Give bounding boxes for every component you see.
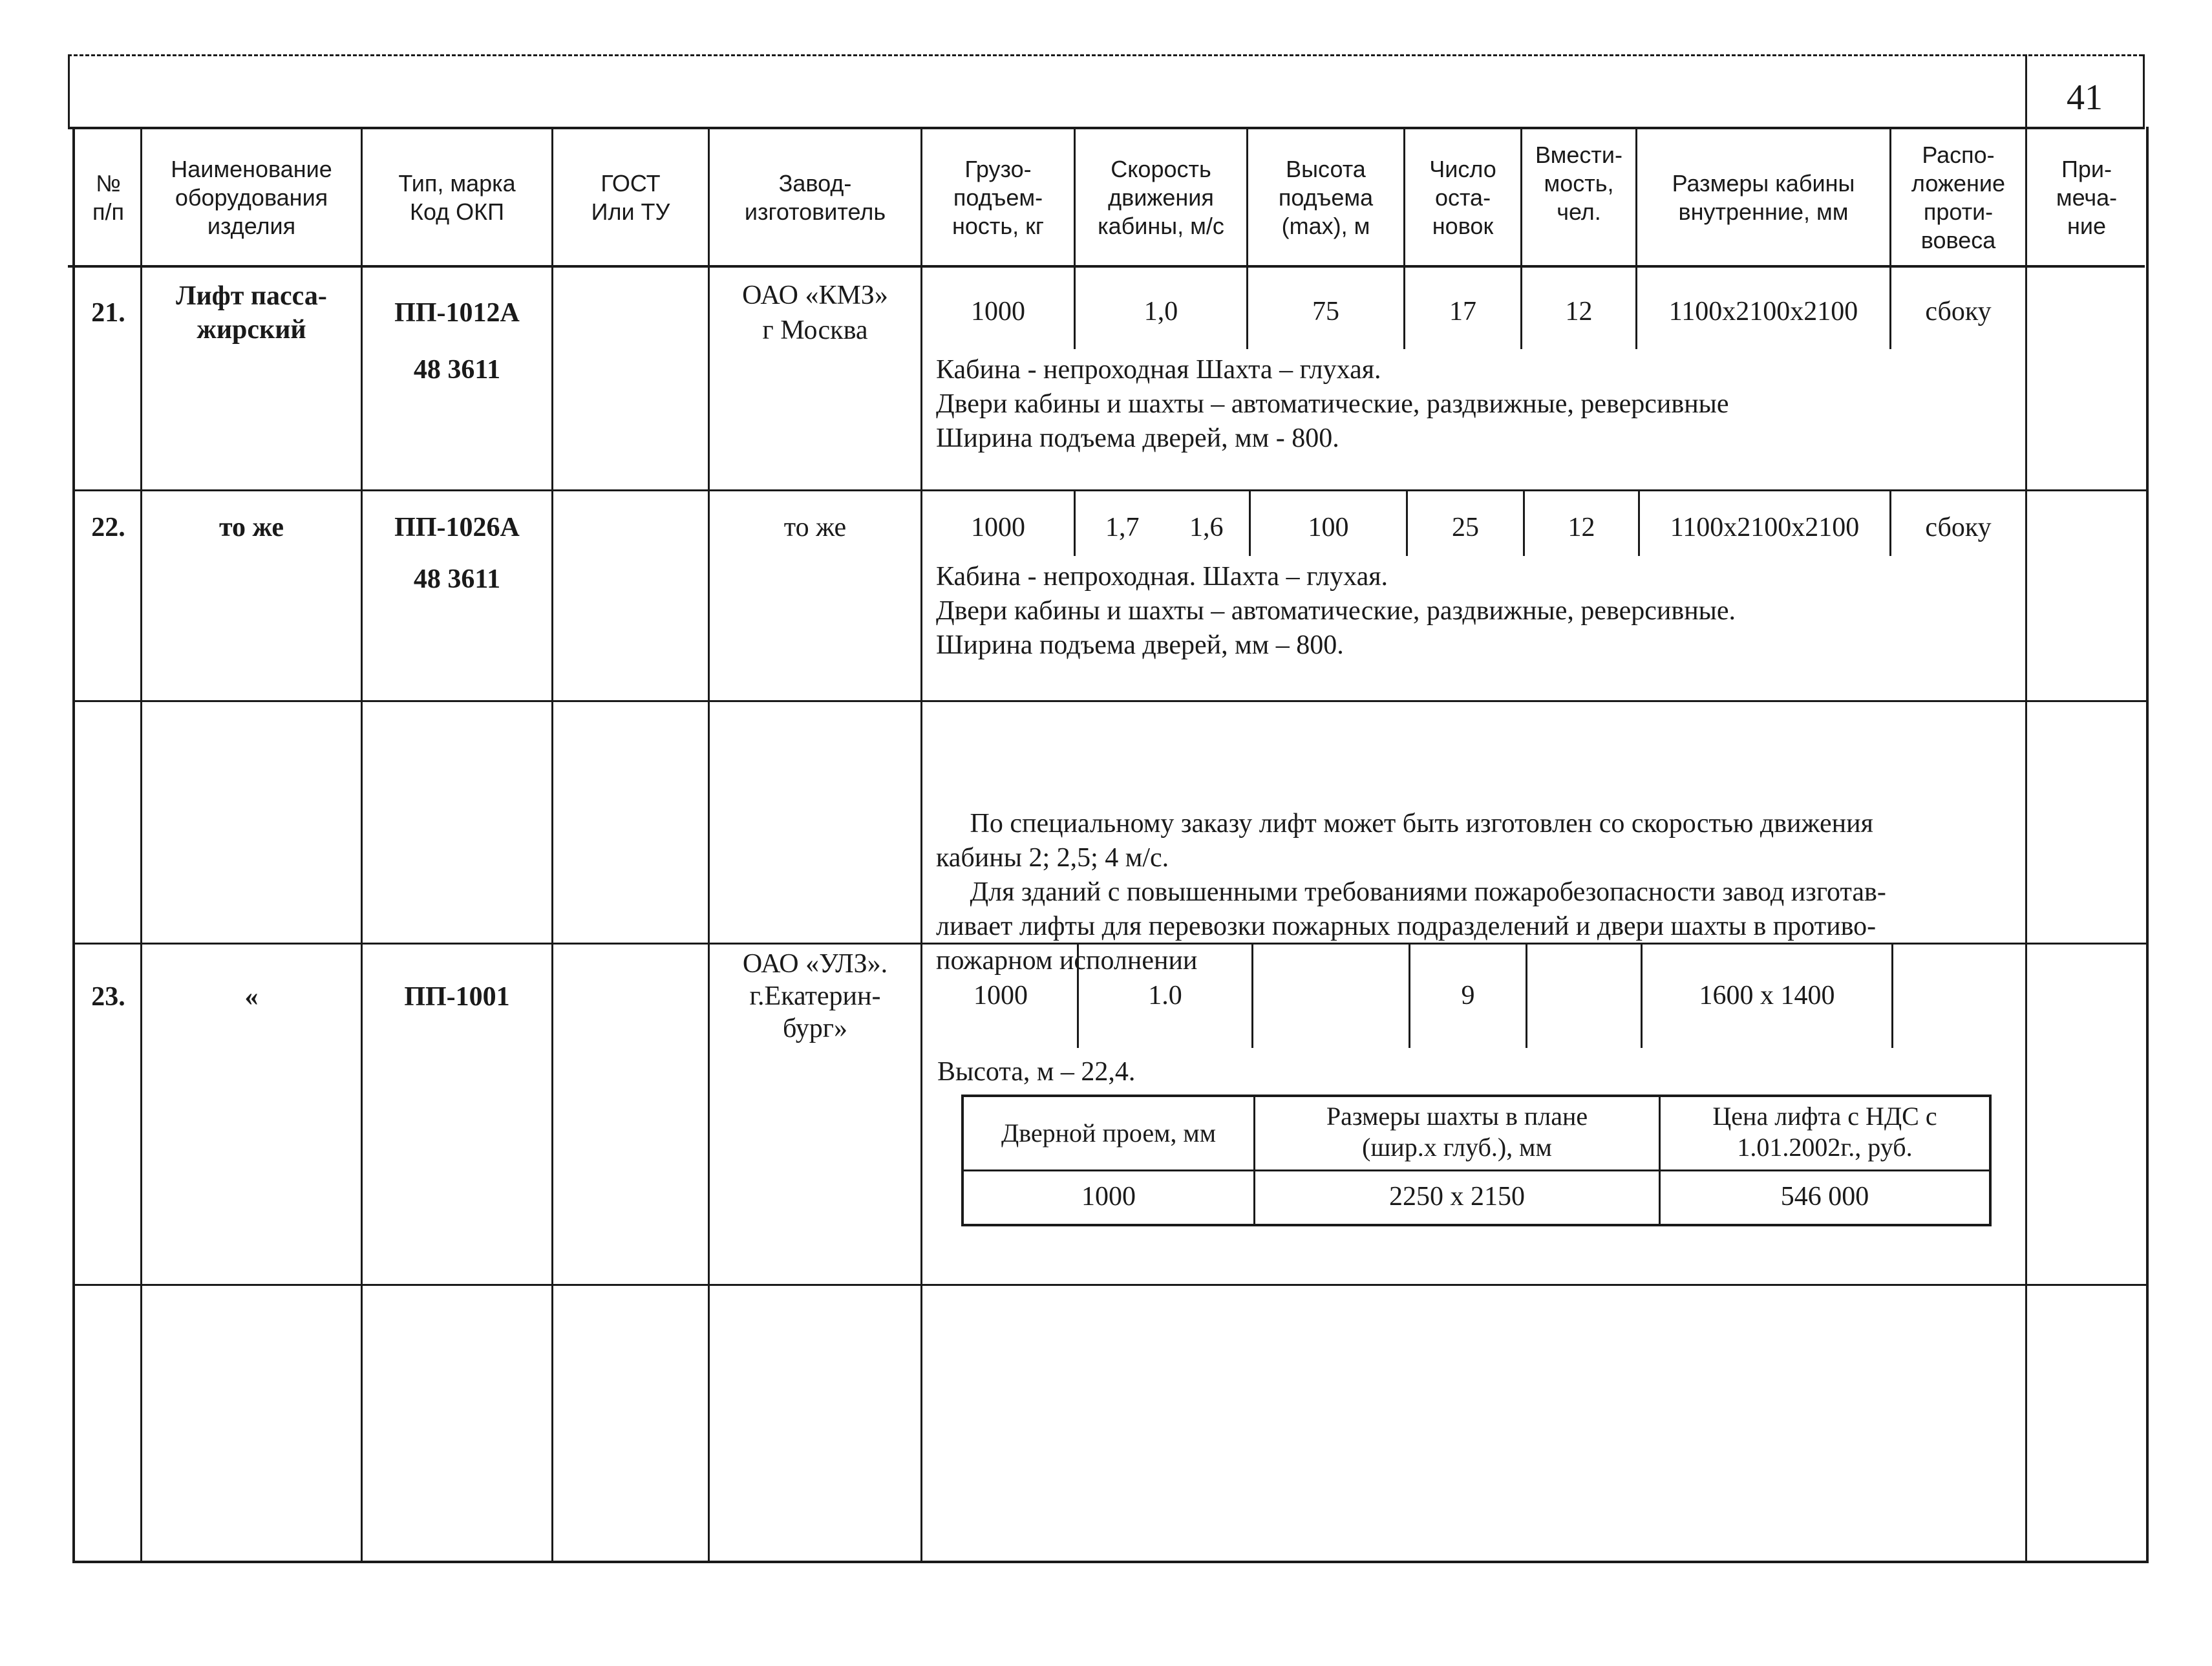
col-line-2 xyxy=(361,127,363,1563)
sub-table-header-shaft: Размеры шахты в плане (шир.х глуб.), мм xyxy=(1326,1102,1588,1162)
row-22-speed-a: 1,7 xyxy=(1105,513,1140,542)
row-22-height: 100 xyxy=(1308,513,1349,542)
sub-table-row-line xyxy=(964,1169,1989,1171)
row-22-maker: то же xyxy=(783,513,847,542)
row-23-bottom xyxy=(72,1284,2147,1286)
outer-right xyxy=(2146,127,2149,1563)
row-21-speed: 1,0 xyxy=(1143,297,1178,326)
header-stops: Число оста- новок xyxy=(1429,156,1496,239)
row-23-cabin: 1600 х 1400 xyxy=(1699,981,1835,1010)
page-number-divider xyxy=(2025,54,2027,127)
right-border-top xyxy=(2143,54,2145,127)
row-21-load: 1000 xyxy=(971,297,1025,326)
row-21-capacity: 12 xyxy=(1565,297,1593,326)
row-23-name: « xyxy=(244,982,259,1012)
row-21-height: 75 xyxy=(1312,297,1339,326)
row-23-load: 1000 xyxy=(973,981,1028,1010)
col-line-5 xyxy=(920,127,922,1563)
header-type: Тип, марка Код ОКП xyxy=(398,170,516,225)
row-21-cabin: 1100x2100x2100 xyxy=(1668,297,1858,326)
row-23-height-note: Высота, м – 22,4. xyxy=(937,1057,1136,1087)
row-22-stops: 25 xyxy=(1452,513,1479,542)
sub-table-header-door: Дверной проем, мм xyxy=(1001,1118,1217,1148)
shaft-price-table xyxy=(961,1095,1992,1226)
row-21-bottom xyxy=(72,489,2147,491)
row-23-num: 23. xyxy=(91,982,125,1012)
header-counterweight: Распо- ложение проти- вовеса xyxy=(1911,142,2006,253)
special-order-paragraph: По специальному заказу лифт может быть изготовлен со скоростью движения кабины 2; 2,5; 4 м/с. Для зданий с повышенными требованиями пожаробезопасности завод изготав- ливает лифты для перевозки пожарных подразделений и двери шахты в противо- пожарном исполнении xyxy=(936,809,1886,976)
header-cabin: Размеры кабины внутренние, мм xyxy=(1672,170,1855,225)
row-22-speed-b: 1,6 xyxy=(1189,513,1224,542)
row-22-bottom xyxy=(72,700,2147,702)
row-23-maker: ОАО «УЛЗ». г.Екатерин- бург» xyxy=(742,949,888,1043)
row-21-num: 21. xyxy=(91,298,125,328)
header-capacity: Вмести- мость, чел. xyxy=(1535,142,1622,225)
outer-bottom xyxy=(72,1561,2149,1563)
header-load: Грузо- подъем- ность, кг xyxy=(952,156,1045,239)
sub-table-value-door: 1000 xyxy=(1081,1182,1136,1212)
row-21-name: Лифт пасса- жирский xyxy=(176,281,327,345)
header-bottom-line xyxy=(68,265,2145,268)
row-23-speed: 1.0 xyxy=(1148,981,1182,1010)
row-22-name: то же xyxy=(218,513,284,542)
sub-table-value-shaft: 2250 х 2150 xyxy=(1389,1182,1525,1212)
row-22-capacity: 12 xyxy=(1568,513,1595,542)
col-line-note xyxy=(2025,127,2027,1563)
col-line-3 xyxy=(551,127,553,1563)
row-21-notes: Кабина - непроходная Шахта – глухая. Двери кабины и шахты – автоматические, раздвижные, реверсивные Ширина подъема дверей, мм - 800. xyxy=(936,355,1729,453)
sub-table-value-price: 546 000 xyxy=(1780,1182,1869,1212)
row-22-type: ПП-1026А xyxy=(394,513,520,542)
row-22-cabin: 1100x2100x2100 xyxy=(1670,513,1860,542)
header-gost: ГОСТ Или ТУ xyxy=(591,170,670,225)
param-line-1-r22 xyxy=(1074,491,1076,556)
row-22-num: 22. xyxy=(91,513,125,542)
row-22-load: 1000 xyxy=(971,513,1025,542)
row-23-stops: 9 xyxy=(1461,981,1475,1010)
row-23-type: ПП-1001 xyxy=(404,982,510,1012)
row-21-maker: ОАО «КМЗ» г Москва xyxy=(742,281,888,345)
outer-left xyxy=(72,127,75,1563)
left-border-top xyxy=(68,54,70,127)
sub-table-header-price: Цена лифта с НДС с 1.01.2002г., руб. xyxy=(1712,1102,1937,1162)
header-num: № п/п xyxy=(92,170,124,225)
row-21-counterweight: сбоку xyxy=(1925,297,1992,326)
page-number: 41 xyxy=(2067,78,2103,118)
top-border xyxy=(68,54,2143,56)
row-22-okp: 48 3611 xyxy=(413,564,501,594)
row-21-stops: 17 xyxy=(1449,297,1476,326)
row-22-counterweight: сбоку xyxy=(1925,513,1992,542)
row-22-notes: Кабина - непроходная. Шахта – глухая. Двери кабины и шахты – автоматические, раздвижные, реверсивные. Ширина подъема дверей, мм – 800. xyxy=(936,562,1736,660)
row-21-type: ПП-1012А xyxy=(394,298,520,328)
header-speed: Скорость движения кабины, м/с xyxy=(1098,156,1224,239)
header-height: Высота подъема (max), м xyxy=(1278,156,1374,239)
header-name: Наименование оборудования изделия xyxy=(171,156,332,239)
header-note: При- меча- ние xyxy=(2056,156,2118,239)
row-21-okp: 48 3611 xyxy=(413,355,501,385)
param-line-6-r23 xyxy=(1891,945,1893,1048)
header-top-line xyxy=(68,127,2145,129)
header-maker: Завод- изготовитель xyxy=(744,170,886,225)
